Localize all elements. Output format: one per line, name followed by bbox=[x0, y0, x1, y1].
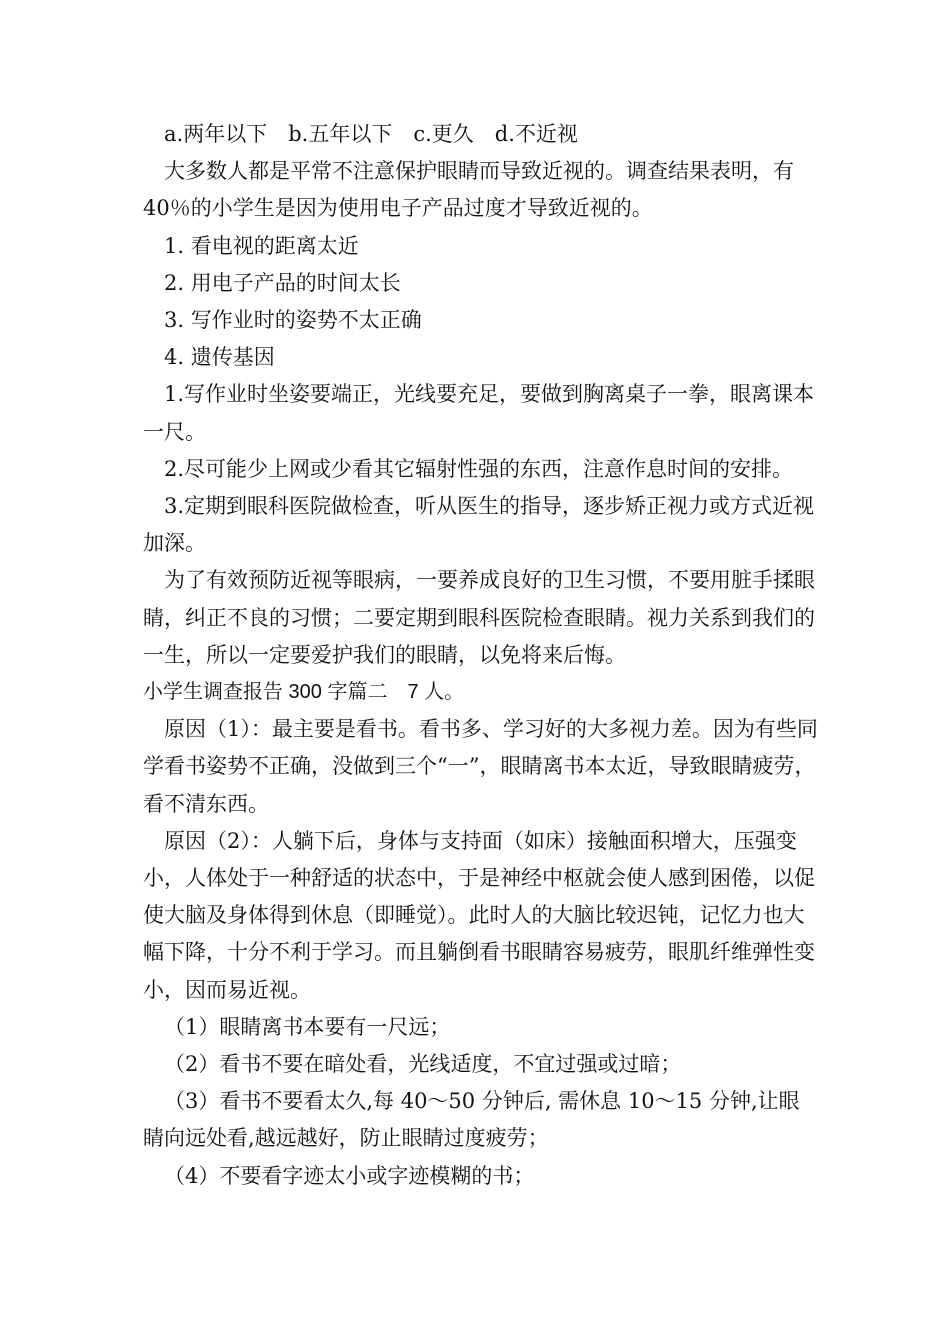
cause-item-2: 2. 用电子产品的时间太长 bbox=[164, 270, 401, 295]
cause-item-3: 3. 写作业时的姿势不太正确 bbox=[164, 308, 422, 333]
document-body bbox=[143, 116, 818, 1195]
advice-item-1: 1.写作业时坐姿要端正，光线要充足，要做到胸离桌子一拳，眼离课本一尺。 bbox=[143, 382, 815, 444]
tip-3: （3）看书不要看太久,每 40～50 分钟后, 需休息 10～15 分钟,让眼睛向远处看,越远越好，防止眼睛过度疲劳； bbox=[143, 1089, 800, 1151]
advice-item-2: 2.尽可能少上网或少看其它辐射性强的东西，注意作息时间的安排。 bbox=[164, 456, 794, 481]
reason-1: 原因（1）：最主要是看书。看书多、学习好的大多视力差。因为有些同学看书姿势不正确，没做到三个“一”，眼睛离书本太近，导致眼睛疲劳，看不清东西。 bbox=[143, 717, 818, 816]
paragraph-conclusion: 为了有效预防近视等眼病，一要养成良好的卫生习惯，不要用脏手揉眼睛，纠正不良的习惯；二要定期到眼科医院检查眼睛。视力关系到我们的一生，所以一定要爱护我们的眼睛，以免将来后悔。 bbox=[143, 568, 815, 667]
reason-2: 原因（2）：人躺下后，身体与支持面（如床）接触面积增大，压强变小，人体处于一种舒适的状态中，于是神经中枢就会使人感到困倦，以促使大脑及身体得到休息（即睡觉）。此时人的大脑比较迟钝，记忆力也大幅下降，十分不利于学习。而且躺倒看书眼睛容易疲劳，眼肌纤维弹性变小，因而易近视。 bbox=[143, 828, 815, 1002]
cause-item-1: 1. 看电视的距离太近 bbox=[164, 233, 359, 258]
tip-4: （4）不要看字迹太小或字迹模糊的书； bbox=[164, 1163, 535, 1188]
cause-item-4: 4. 遗传基因 bbox=[164, 345, 275, 370]
tip-2: （2）看书不要在暗处看，光线适度，不宜过强或过暗； bbox=[164, 1052, 682, 1077]
section-heading: 小学生调查报告 300 字篇二 7 人。 bbox=[143, 681, 465, 704]
tip-1: （1）眼睛离书本要有一尺远； bbox=[164, 1014, 451, 1039]
paragraph-intro: 大多数人都是平常不注意保护眼睛而导致近视的。调查结果表明，有 40％的小学生是因为使用电子产品过度才导致近视的。 bbox=[143, 159, 794, 221]
advice-item-3: 3.定期到眼科医院做检查，听从医生的指导，逐步矫正视力或方式近视加深。 bbox=[143, 494, 815, 556]
survey-options: a.两年以下 b.五年以下 c.更久 d.不近视 bbox=[164, 122, 578, 146]
